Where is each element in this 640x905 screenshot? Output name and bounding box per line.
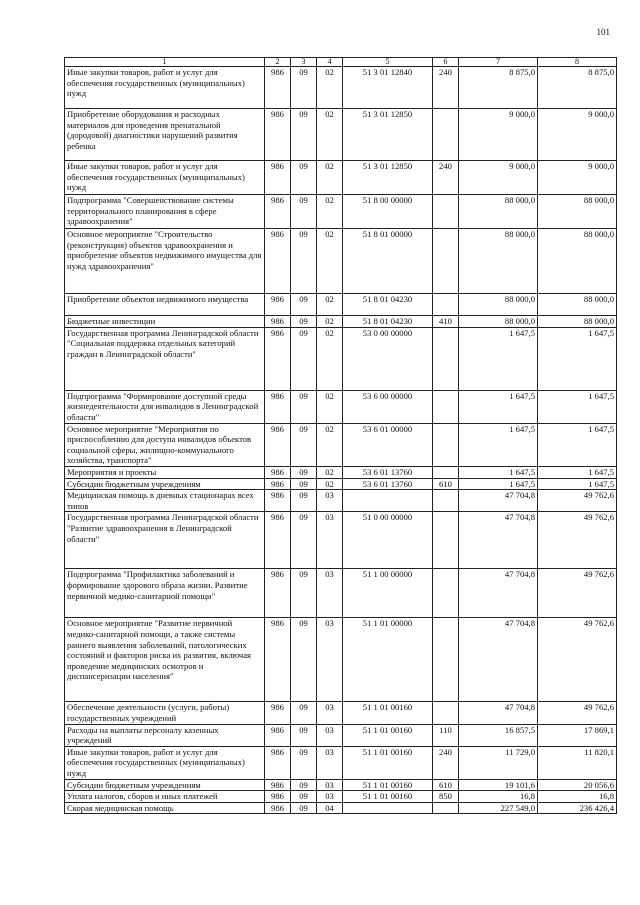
- table-row: [65, 512, 617, 569]
- table-row: [65, 327, 617, 390]
- column-header: 4: [317, 58, 343, 67]
- table-cell: 51 3 01 12850: [343, 109, 433, 161]
- table-row: [65, 423, 617, 466]
- column-header: 6: [433, 58, 459, 67]
- row-label-cell: Обеспечение деятельности (услуги, работы) государственных учреждений: [65, 702, 265, 724]
- table-cell: 1 647,5: [538, 423, 617, 466]
- table-cell: 09: [291, 423, 317, 466]
- table-cell: 986: [265, 724, 291, 746]
- table-cell: 986: [265, 195, 291, 229]
- row-label-cell: Иные закупки товаров, работ и услуг для обеспечения государственных (муниципальных) нужд: [65, 161, 265, 195]
- table-cell: 986: [265, 478, 291, 490]
- table-cell: 09: [291, 512, 317, 569]
- table-cell: [433, 390, 459, 423]
- table-row: [65, 316, 617, 328]
- table-row: [65, 466, 617, 478]
- table-cell: [433, 294, 459, 316]
- table-cell: 09: [291, 569, 317, 618]
- table-cell: 8 875,0: [459, 67, 538, 109]
- table-cell: [433, 569, 459, 618]
- table-cell: 09: [291, 478, 317, 490]
- table-cell: 986: [265, 618, 291, 702]
- table-row: [65, 109, 617, 161]
- table-cell: 1 647,5: [538, 478, 617, 490]
- row-label-cell: Субсидии бюджетным учреждениям: [65, 779, 265, 791]
- table-cell: [343, 490, 433, 512]
- table-cell: 47 704,8: [459, 618, 538, 702]
- table-cell: 986: [265, 67, 291, 109]
- table-cell: 53 6 01 13760: [343, 478, 433, 490]
- row-label-cell: Подпрограмма "Профилактика заболеваний и формирование здорового образа жизни. Развитие первичной медико-санитарной помощи": [65, 569, 265, 618]
- table-cell: 03: [317, 724, 343, 746]
- table-cell: 47 704,8: [459, 512, 538, 569]
- table-cell: [433, 512, 459, 569]
- row-label-cell: Расходы на выплаты персоналу казенных учреждений: [65, 724, 265, 746]
- table-cell: 986: [265, 490, 291, 512]
- table-cell: 16,8: [538, 791, 617, 803]
- table-cell: 88 000,0: [538, 316, 617, 328]
- table-cell: 110: [433, 724, 459, 746]
- table-cell: 51 8 01 04230: [343, 294, 433, 316]
- table-row: [65, 618, 617, 702]
- table-row: [65, 779, 617, 791]
- table-cell: 11 820,1: [538, 746, 617, 779]
- row-label-cell: Государственная программа Ленинградской области "Социальная поддержка отдельных категорий граждан в Ленинградской области": [65, 327, 265, 390]
- table-cell: 986: [265, 702, 291, 724]
- page-number: 101: [596, 27, 610, 37]
- table-cell: 1 647,5: [459, 327, 538, 390]
- table-cell: 03: [317, 791, 343, 803]
- row-label-cell: Скорая медицинская помощь: [65, 802, 265, 814]
- table-row: [65, 161, 617, 195]
- table-cell: 53 6 00 00000: [343, 390, 433, 423]
- column-header: 3: [291, 58, 317, 67]
- row-label-cell: Основное мероприятие "Строительство (реконструкция) объектов здравоохранения и приобретение объектов недвижимого имущества для нужд здравоохранения": [65, 229, 265, 294]
- table-cell: 227 549,0: [459, 802, 538, 814]
- table-row: [65, 724, 617, 746]
- table-cell: 53 6 01 13760: [343, 466, 433, 478]
- table-cell: 49 762,6: [538, 512, 617, 569]
- table-cell: 49 762,6: [538, 490, 617, 512]
- table-cell: 16,8: [459, 791, 538, 803]
- table-cell: [433, 490, 459, 512]
- table-cell: 240: [433, 67, 459, 109]
- table-cell: 850: [433, 791, 459, 803]
- table-cell: 88 000,0: [459, 316, 538, 328]
- table-cell: 09: [291, 161, 317, 195]
- table-cell: 09: [291, 702, 317, 724]
- row-label-cell: Бюджетные инвестиции: [65, 316, 265, 328]
- table-cell: 986: [265, 466, 291, 478]
- row-label-cell: Уплата налогов, сборов и иных платежей: [65, 791, 265, 803]
- table-cell: 09: [291, 390, 317, 423]
- table-cell: 04: [317, 802, 343, 814]
- row-label-cell: Основное мероприятие "Мероприятия по приспособлению для доступа инвалидов объектов социальной сферы, жилищно-коммунального хозяйства, транспорта": [65, 423, 265, 466]
- row-label-cell: Приобретение объектов недвижимого имущества: [65, 294, 265, 316]
- table-cell: 986: [265, 423, 291, 466]
- table-cell: 02: [317, 229, 343, 294]
- table-cell: 88 000,0: [459, 294, 538, 316]
- table-cell: 09: [291, 195, 317, 229]
- table-cell: 02: [317, 67, 343, 109]
- table-cell: 09: [291, 791, 317, 803]
- row-label-cell: Иные закупки товаров, работ и услуг для обеспечения государственных (муниципальных) нужд: [65, 746, 265, 779]
- table-cell: 986: [265, 327, 291, 390]
- table-cell: 17 869,1: [538, 724, 617, 746]
- table-cell: 986: [265, 802, 291, 814]
- table-cell: 53 6 01 00000: [343, 423, 433, 466]
- table-row: [65, 67, 617, 109]
- table-cell: 09: [291, 229, 317, 294]
- table-cell: 51 1 01 00160: [343, 791, 433, 803]
- table-row: [65, 746, 617, 779]
- table-cell: 03: [317, 512, 343, 569]
- row-label-cell: Мероприятия и проекты: [65, 466, 265, 478]
- table-row: [65, 294, 617, 316]
- table-row: [65, 791, 617, 803]
- table-cell: 1 647,5: [538, 327, 617, 390]
- table-cell: 88 000,0: [459, 195, 538, 229]
- table-cell: 09: [291, 294, 317, 316]
- table-cell: 51 0 00 00000: [343, 512, 433, 569]
- table-cell: 09: [291, 618, 317, 702]
- row-label-cell: Государственная программа Ленинградской области "Развитие здравоохранения в Ленинградской области": [65, 512, 265, 569]
- row-label-cell: Основное мероприятие "Развитие первичной медико-санитарной помощи, а также системы раннего выявления заболеваний, патологических состояний и факторов риска их развития, включая проведение медицинских осмотров и диспансеризации населения": [65, 618, 265, 702]
- table-cell: 51 1 01 00000: [343, 618, 433, 702]
- table-cell: 47 704,8: [459, 569, 538, 618]
- table-cell: 986: [265, 109, 291, 161]
- table-cell: 88 000,0: [538, 229, 617, 294]
- table-cell: [433, 195, 459, 229]
- row-label-cell: Иные закупки товаров, работ и услуг для обеспечения государственных (муниципальных) нужд: [65, 67, 265, 109]
- table-cell: 09: [291, 779, 317, 791]
- table-cell: 410: [433, 316, 459, 328]
- table-cell: 49 762,6: [538, 569, 617, 618]
- table-cell: [433, 327, 459, 390]
- table-cell: [343, 802, 433, 814]
- table-cell: 09: [291, 109, 317, 161]
- table-cell: 16 857,5: [459, 724, 538, 746]
- table-cell: 09: [291, 466, 317, 478]
- row-label-cell: Подпрограмма "Формирование доступной среды жизнедеятельности для инвалидов в Ленинградской области": [65, 390, 265, 423]
- table-cell: 240: [433, 746, 459, 779]
- table-cell: 9 000,0: [459, 109, 538, 161]
- table-cell: 986: [265, 569, 291, 618]
- table-row: [65, 702, 617, 724]
- table-cell: [433, 423, 459, 466]
- table-cell: 02: [317, 195, 343, 229]
- table-cell: 51 1 00 00000: [343, 569, 433, 618]
- table-cell: 09: [291, 67, 317, 109]
- table-row: [65, 569, 617, 618]
- table-cell: 47 704,8: [459, 490, 538, 512]
- table-cell: 03: [317, 618, 343, 702]
- table-cell: 51 1 01 00160: [343, 702, 433, 724]
- table-cell: 51 1 01 00160: [343, 779, 433, 791]
- column-header: 5: [343, 58, 433, 67]
- table-cell: 9 000,0: [538, 161, 617, 195]
- table-cell: 1 647,5: [459, 466, 538, 478]
- table-cell: 09: [291, 327, 317, 390]
- column-header: 7: [459, 58, 538, 67]
- table-header-row: [65, 58, 617, 67]
- budget-table: [64, 57, 617, 814]
- table-cell: 47 704,8: [459, 702, 538, 724]
- table-cell: 986: [265, 779, 291, 791]
- table-cell: 09: [291, 802, 317, 814]
- table-cell: 986: [265, 390, 291, 423]
- table-cell: 02: [317, 423, 343, 466]
- table-cell: [433, 466, 459, 478]
- table-cell: 53 0 00 00000: [343, 327, 433, 390]
- table-cell: 986: [265, 294, 291, 316]
- table-cell: [433, 702, 459, 724]
- column-header: 8: [538, 58, 617, 67]
- table-cell: 02: [317, 390, 343, 423]
- table-cell: 51 1 01 00160: [343, 724, 433, 746]
- table-cell: 51 1 01 00160: [343, 746, 433, 779]
- table-cell: 9 000,0: [538, 109, 617, 161]
- table-cell: 51 3 01 12840: [343, 67, 433, 109]
- table-cell: 49 762,6: [538, 618, 617, 702]
- table-cell: 986: [265, 746, 291, 779]
- table-cell: 610: [433, 779, 459, 791]
- table-cell: 1 647,5: [459, 390, 538, 423]
- table-cell: 9 000,0: [459, 161, 538, 195]
- column-header: 1: [65, 58, 265, 67]
- table-cell: 51 8 01 00000: [343, 229, 433, 294]
- table-cell: 240: [433, 161, 459, 195]
- table-cell: 11 729,0: [459, 746, 538, 779]
- table-cell: [433, 802, 459, 814]
- table-row: [65, 390, 617, 423]
- table-cell: 03: [317, 702, 343, 724]
- table-cell: 88 000,0: [538, 294, 617, 316]
- table-cell: 1 647,5: [459, 478, 538, 490]
- table-cell: 986: [265, 791, 291, 803]
- row-label-cell: Приобретение оборудования и расходных материалов для проведения пренатальной (дородовой) диагностики нарушений развития ребенка: [65, 109, 265, 161]
- table-row: [65, 490, 617, 512]
- table-cell: 1 647,5: [538, 466, 617, 478]
- table-cell: 02: [317, 161, 343, 195]
- table-row: [65, 195, 617, 229]
- table-cell: 236 426,4: [538, 802, 617, 814]
- table-cell: 51 8 01 04230: [343, 316, 433, 328]
- table-cell: 02: [317, 327, 343, 390]
- column-header: 2: [265, 58, 291, 67]
- table-cell: [433, 229, 459, 294]
- table-cell: 09: [291, 724, 317, 746]
- table-cell: 09: [291, 746, 317, 779]
- table-cell: 1 647,5: [538, 390, 617, 423]
- table-cell: 8 875,0: [538, 67, 617, 109]
- table-cell: 03: [317, 490, 343, 512]
- table-cell: 986: [265, 229, 291, 294]
- row-label-cell: Подпрограмма "Совершенствование системы территориального планирования в сфере здравоохранения": [65, 195, 265, 229]
- table-row: [65, 802, 617, 814]
- row-label-cell: Субсидии бюджетным учреждениям: [65, 478, 265, 490]
- table-cell: 02: [317, 316, 343, 328]
- table-cell: 88 000,0: [538, 195, 617, 229]
- table-cell: 09: [291, 490, 317, 512]
- table-cell: [433, 618, 459, 702]
- table-cell: 03: [317, 779, 343, 791]
- table-cell: 19 101,6: [459, 779, 538, 791]
- table-cell: 51 8 00 00000: [343, 195, 433, 229]
- table-cell: 49 762,6: [538, 702, 617, 724]
- row-label-cell: Медицинская помощь в дневных стационарах всех типов: [65, 490, 265, 512]
- table-cell: 03: [317, 569, 343, 618]
- table-cell: [433, 109, 459, 161]
- table-cell: 610: [433, 478, 459, 490]
- table-cell: 02: [317, 478, 343, 490]
- table-cell: 09: [291, 316, 317, 328]
- table-cell: 02: [317, 466, 343, 478]
- table-row: [65, 229, 617, 294]
- table-cell: 986: [265, 512, 291, 569]
- table-cell: 20 056,6: [538, 779, 617, 791]
- table-cell: 986: [265, 316, 291, 328]
- table-cell: 1 647,5: [459, 423, 538, 466]
- table-cell: 03: [317, 746, 343, 779]
- table-cell: 02: [317, 109, 343, 161]
- table-cell: 51 3 01 12850: [343, 161, 433, 195]
- table-cell: 986: [265, 161, 291, 195]
- table-cell: 88 000,0: [459, 229, 538, 294]
- table-cell: 02: [317, 294, 343, 316]
- table-row: [65, 478, 617, 490]
